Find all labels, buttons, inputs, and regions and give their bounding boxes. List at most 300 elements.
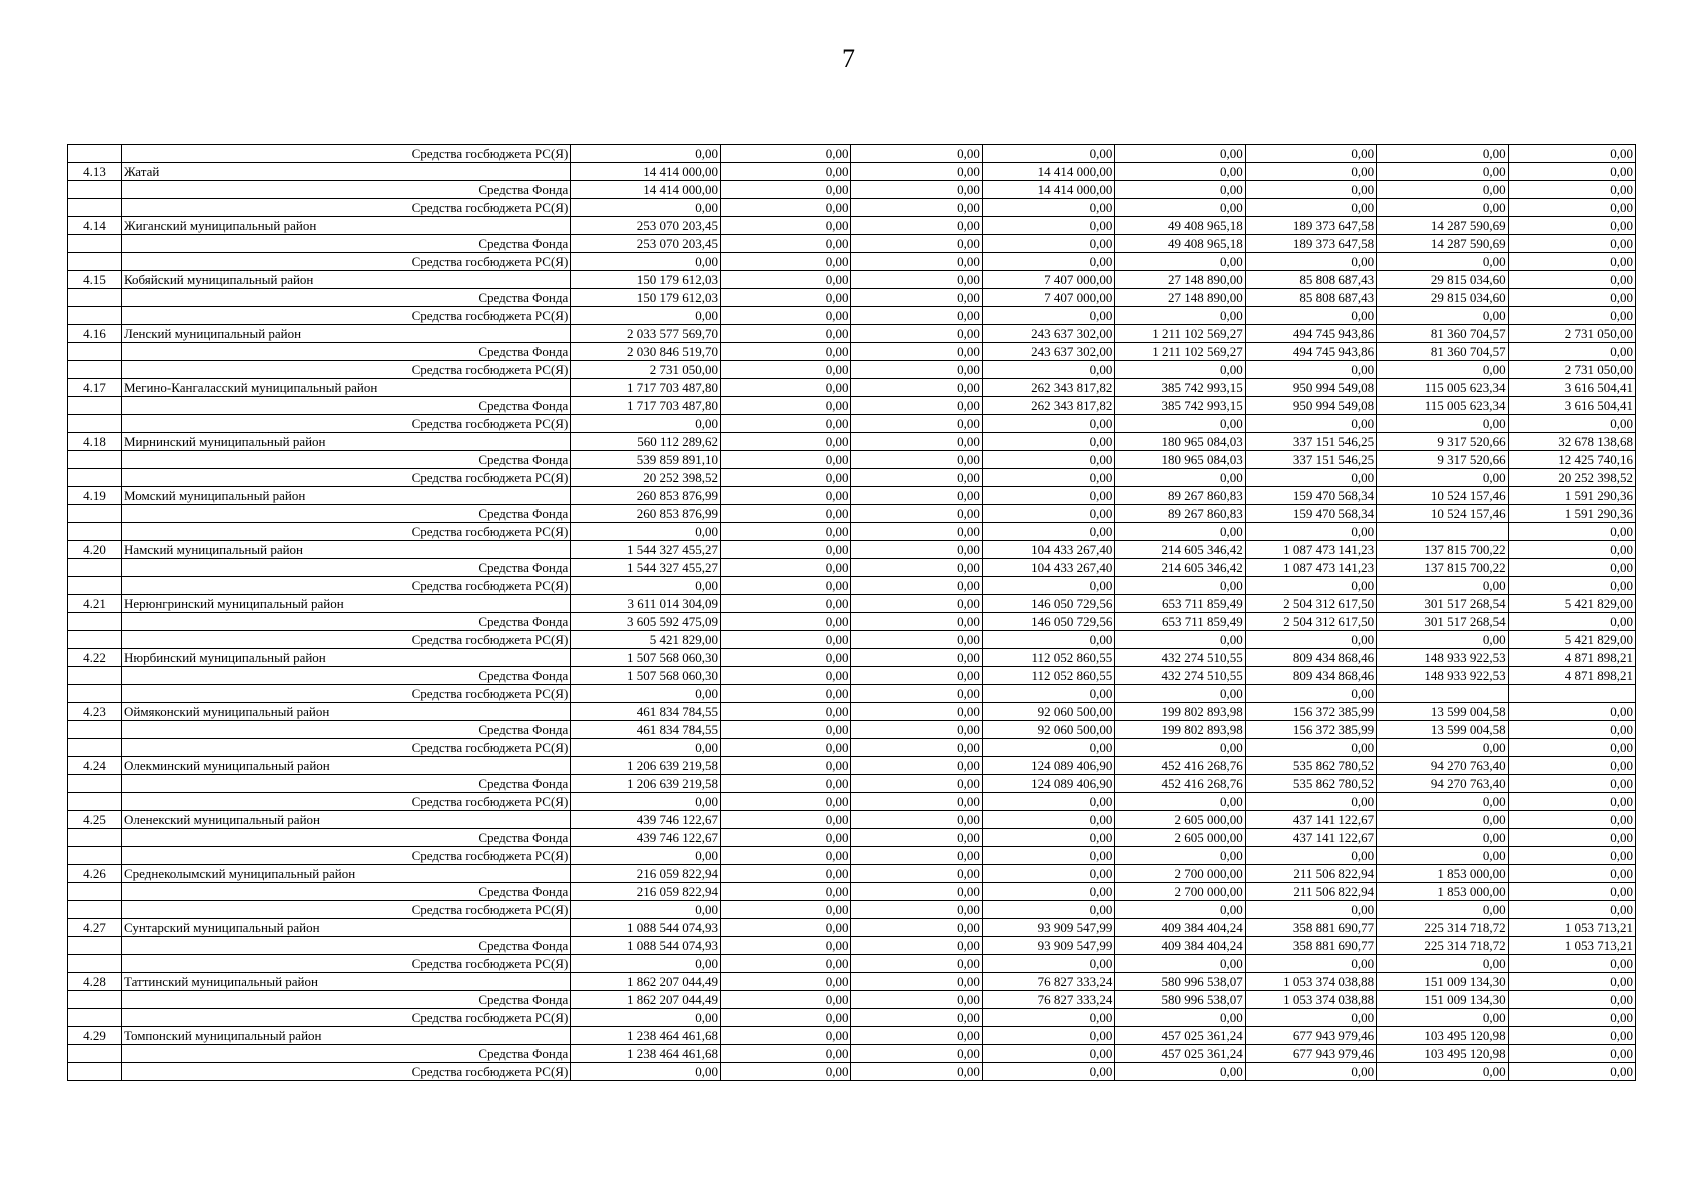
value-cell: 0,00	[1115, 577, 1245, 595]
value-cell: 0,00	[721, 667, 851, 685]
value-cell: 580 996 538,07	[1115, 991, 1245, 1009]
table-row-source	[68, 955, 1636, 973]
value-cell: 225 314 718,72	[1377, 919, 1508, 937]
value-cell: 0,00	[982, 253, 1114, 271]
value-cell: 0,00	[851, 523, 982, 541]
value-cell: 0,00	[1245, 1063, 1376, 1081]
value-cell: 0,00	[1508, 289, 1635, 307]
value-cell: 1 088 544 074,93	[571, 937, 721, 955]
value-cell: 0,00	[721, 307, 851, 325]
value-cell: 950 994 549,08	[1245, 379, 1376, 397]
value-cell: 92 060 500,00	[982, 721, 1114, 739]
funding-source-label: Средства госбюджета РС(Я)	[121, 577, 570, 595]
value-cell: 0,00	[1115, 415, 1245, 433]
value-cell: 199 802 893,98	[1115, 721, 1245, 739]
value-cell: 0,00	[721, 757, 851, 775]
value-cell: 0,00	[1508, 757, 1635, 775]
value-cell: 0,00	[1115, 955, 1245, 973]
value-cell: 560 112 289,62	[571, 433, 721, 451]
value-cell: 2 504 312 617,50	[1245, 595, 1376, 613]
value-cell: 0,00	[982, 1045, 1114, 1063]
value-cell: 535 862 780,52	[1245, 757, 1376, 775]
value-cell: 0,00	[571, 739, 721, 757]
value-cell: 10 524 157,46	[1377, 505, 1508, 523]
value-cell: 13 599 004,58	[1377, 721, 1508, 739]
value-cell: 1 053 713,21	[1508, 937, 1635, 955]
value-cell: 3 616 504,41	[1508, 379, 1635, 397]
value-cell: 2 700 000,00	[1115, 865, 1245, 883]
value-cell: 0,00	[571, 415, 721, 433]
table-row-source	[68, 1045, 1636, 1063]
value-cell: 0,00	[1508, 973, 1635, 991]
value-cell: 0,00	[721, 919, 851, 937]
value-cell: 0,00	[1377, 415, 1508, 433]
value-cell: 0,00	[982, 811, 1114, 829]
row-number	[68, 289, 122, 307]
value-cell: 0,00	[1245, 793, 1376, 811]
row-number: 4.28	[68, 973, 122, 991]
value-cell: 0,00	[1115, 199, 1245, 217]
value-cell: 14 287 590,69	[1377, 217, 1508, 235]
table-row-region	[68, 595, 1636, 613]
region-name: Среднеколымский муниципальный район	[121, 865, 570, 883]
value-cell: 0,00	[1115, 523, 1245, 541]
row-number: 4.17	[68, 379, 122, 397]
value-cell: 461 834 784,55	[571, 721, 721, 739]
funding-source-label: Средства госбюджета РС(Я)	[121, 145, 570, 163]
table-row-source	[68, 415, 1636, 433]
value-cell: 0,00	[721, 505, 851, 523]
value-cell: 0,00	[721, 829, 851, 847]
value-cell: 0,00	[721, 163, 851, 181]
value-cell: 439 746 122,67	[571, 811, 721, 829]
value-cell: 7 407 000,00	[982, 289, 1114, 307]
value-cell: 0,00	[571, 145, 721, 163]
value-cell: 214 605 346,42	[1115, 541, 1245, 559]
value-cell: 0,00	[1115, 361, 1245, 379]
table-row-source	[68, 937, 1636, 955]
value-cell: 0,00	[1508, 811, 1635, 829]
value-cell: 94 270 763,40	[1377, 757, 1508, 775]
value-cell: 0,00	[982, 829, 1114, 847]
value-cell: 5 421 829,00	[1508, 595, 1635, 613]
value-cell: 115 005 623,34	[1377, 397, 1508, 415]
value-cell: 137 815 700,22	[1377, 541, 1508, 559]
value-cell: 0,00	[851, 775, 982, 793]
value-cell: 0,00	[1508, 883, 1635, 901]
value-cell: 0,00	[1508, 829, 1635, 847]
value-cell: 0,00	[1508, 343, 1635, 361]
value-cell: 358 881 690,77	[1245, 919, 1376, 937]
table-row-source	[68, 775, 1636, 793]
value-cell: 180 965 084,03	[1115, 451, 1245, 469]
value-cell: 124 089 406,90	[982, 775, 1114, 793]
table-row-source	[68, 469, 1636, 487]
value-cell: 1 053 374 038,88	[1245, 991, 1376, 1009]
value-cell: 0,00	[721, 685, 851, 703]
row-number: 4.14	[68, 217, 122, 235]
value-cell: 0,00	[1508, 415, 1635, 433]
row-number	[68, 991, 122, 1009]
value-cell: 85 808 687,43	[1245, 271, 1376, 289]
value-cell: 0,00	[851, 145, 982, 163]
value-cell: 0,00	[721, 937, 851, 955]
funding-source-label: Средства Фонда	[121, 451, 570, 469]
value-cell: 0,00	[721, 397, 851, 415]
value-cell: 1 717 703 487,80	[571, 397, 721, 415]
value-cell: 0,00	[1245, 1009, 1376, 1027]
value-cell: 0,00	[1115, 181, 1245, 199]
value-cell: 0,00	[721, 883, 851, 901]
value-cell: 0,00	[982, 235, 1114, 253]
table-row-source	[68, 1063, 1636, 1081]
value-cell: 0,00	[1377, 1063, 1508, 1081]
row-number	[68, 559, 122, 577]
value-cell: 0,00	[1245, 199, 1376, 217]
value-cell: 0,00	[851, 613, 982, 631]
value-cell: 1 206 639 219,58	[571, 775, 721, 793]
value-cell: 0,00	[851, 181, 982, 199]
value-cell: 0,00	[851, 163, 982, 181]
value-cell: 0,00	[851, 469, 982, 487]
value-cell: 29 815 034,60	[1377, 289, 1508, 307]
table-row-source	[68, 631, 1636, 649]
value-cell: 0,00	[982, 1009, 1114, 1027]
value-cell: 0,00	[1508, 955, 1635, 973]
value-cell: 0,00	[1245, 523, 1376, 541]
value-cell: 211 506 822,94	[1245, 883, 1376, 901]
value-cell: 0,00	[851, 955, 982, 973]
value-cell: 1 862 207 044,49	[571, 973, 721, 991]
value-cell: 1 211 102 569,27	[1115, 325, 1245, 343]
value-cell: 0,00	[851, 379, 982, 397]
value-cell: 677 943 979,46	[1245, 1027, 1376, 1045]
table-row-region	[68, 325, 1636, 343]
value-cell: 0,00	[1508, 235, 1635, 253]
value-cell: 0,00	[851, 865, 982, 883]
value-cell: 0,00	[571, 1063, 721, 1081]
table-row-source	[68, 559, 1636, 577]
region-name: Жиганский муниципальный район	[121, 217, 570, 235]
value-cell: 0,00	[571, 847, 721, 865]
value-cell: 0,00	[721, 1009, 851, 1027]
value-cell: 14 414 000,00	[571, 181, 721, 199]
value-cell: 0,00	[851, 901, 982, 919]
value-cell: 0,00	[1245, 577, 1376, 595]
value-cell: 0,00	[571, 253, 721, 271]
value-cell: 0,00	[721, 343, 851, 361]
value-cell: 0,00	[851, 217, 982, 235]
table-body	[68, 145, 1636, 1081]
funding-source-label: Средства госбюджета РС(Я)	[121, 685, 570, 703]
value-cell: 0,00	[1508, 721, 1635, 739]
table-row-source	[68, 577, 1636, 595]
row-number	[68, 847, 122, 865]
value-cell: 337 151 546,25	[1245, 451, 1376, 469]
value-cell: 12 425 740,16	[1508, 451, 1635, 469]
value-cell: 0,00	[1377, 739, 1508, 757]
value-cell: 0,00	[851, 883, 982, 901]
value-cell: 2 504 312 617,50	[1245, 613, 1376, 631]
row-number	[68, 721, 122, 739]
funding-source-label: Средства госбюджета РС(Я)	[121, 361, 570, 379]
value-cell: 2 033 577 569,70	[571, 325, 721, 343]
value-cell: 0,00	[1115, 847, 1245, 865]
value-cell: 76 827 333,24	[982, 973, 1114, 991]
table-row-source	[68, 289, 1636, 307]
value-cell: 0,00	[982, 487, 1114, 505]
value-cell: 2 731 050,00	[1508, 361, 1635, 379]
value-cell: 0,00	[1508, 199, 1635, 217]
row-number: 4.26	[68, 865, 122, 883]
value-cell: 0,00	[982, 739, 1114, 757]
row-number: 4.20	[68, 541, 122, 559]
row-number	[68, 739, 122, 757]
value-cell: 89 267 860,83	[1115, 505, 1245, 523]
value-cell: 0,00	[721, 217, 851, 235]
value-cell: 385 742 993,15	[1115, 397, 1245, 415]
value-cell: 0,00	[1508, 271, 1635, 289]
value-cell: 301 517 268,54	[1377, 595, 1508, 613]
value-cell: 0,00	[982, 847, 1114, 865]
value-cell: 0,00	[721, 271, 851, 289]
funding-source-label: Средства госбюджета РС(Я)	[121, 307, 570, 325]
value-cell: 104 433 267,40	[982, 541, 1114, 559]
value-cell: 243 637 302,00	[982, 343, 1114, 361]
row-number	[68, 181, 122, 199]
value-cell: 0,00	[1377, 199, 1508, 217]
value-cell: 81 360 704,57	[1377, 325, 1508, 343]
region-name: Мирнинский муниципальный район	[121, 433, 570, 451]
value-cell: 0,00	[1245, 145, 1376, 163]
value-cell: 0,00	[851, 559, 982, 577]
table-row-source	[68, 739, 1636, 757]
table-row-source	[68, 397, 1636, 415]
table-row-source	[68, 145, 1636, 163]
value-cell: 0,00	[1245, 847, 1376, 865]
value-cell: 0,00	[1115, 793, 1245, 811]
value-cell: 0,00	[721, 1063, 851, 1081]
region-name: Томпонский муниципальный район	[121, 1027, 570, 1045]
value-cell: 3 605 592 475,09	[571, 613, 721, 631]
value-cell: 1 507 568 060,30	[571, 667, 721, 685]
value-cell: 301 517 268,54	[1377, 613, 1508, 631]
value-cell: 0,00	[1508, 703, 1635, 721]
value-cell: 189 373 647,58	[1245, 235, 1376, 253]
value-cell: 0,00	[1245, 361, 1376, 379]
value-cell: 112 052 860,55	[982, 649, 1114, 667]
value-cell: 0,00	[982, 433, 1114, 451]
value-cell: 0,00	[851, 289, 982, 307]
row-number: 4.23	[68, 703, 122, 721]
row-number	[68, 343, 122, 361]
row-number	[68, 1045, 122, 1063]
value-cell: 0,00	[721, 595, 851, 613]
table-row-source	[68, 253, 1636, 271]
value-cell: 0,00	[1508, 901, 1635, 919]
row-number	[68, 397, 122, 415]
value-cell: 809 434 868,46	[1245, 649, 1376, 667]
value-cell: 0,00	[1377, 1009, 1508, 1027]
value-cell: 337 151 546,25	[1245, 433, 1376, 451]
value-cell: 457 025 361,24	[1115, 1045, 1245, 1063]
value-cell: 0,00	[982, 865, 1114, 883]
row-number: 4.25	[68, 811, 122, 829]
table-row-source	[68, 343, 1636, 361]
value-cell: 0,00	[721, 577, 851, 595]
value-cell: 260 853 876,99	[571, 505, 721, 523]
value-cell: 0,00	[1377, 847, 1508, 865]
row-number	[68, 235, 122, 253]
table-row-source	[68, 793, 1636, 811]
value-cell: 0,00	[721, 361, 851, 379]
row-number	[68, 253, 122, 271]
value-cell: 0,00	[1508, 163, 1635, 181]
value-cell: 0,00	[1508, 217, 1635, 235]
funding-source-label: Средства госбюджета РС(Я)	[121, 199, 570, 217]
value-cell: 0,00	[721, 253, 851, 271]
value-cell: 0,00	[721, 415, 851, 433]
value-cell: 0,00	[982, 955, 1114, 973]
value-cell: 253 070 203,45	[571, 235, 721, 253]
value-cell: 0,00	[1115, 145, 1245, 163]
table-row-region	[68, 487, 1636, 505]
funding-source-label: Средства Фонда	[121, 991, 570, 1009]
funding-source-label: Средства Фонда	[121, 235, 570, 253]
value-cell: 653 711 859,49	[1115, 595, 1245, 613]
value-cell: 0,00	[571, 307, 721, 325]
value-cell: 0,00	[1377, 829, 1508, 847]
table-row-source	[68, 883, 1636, 901]
value-cell: 0,00	[1115, 253, 1245, 271]
table-row-source	[68, 307, 1636, 325]
value-cell: 0,00	[851, 505, 982, 523]
value-cell: 27 148 890,00	[1115, 271, 1245, 289]
value-cell: 457 025 361,24	[1115, 1027, 1245, 1045]
region-name: Кобяйский муниципальный район	[121, 271, 570, 289]
value-cell: 89 267 860,83	[1115, 487, 1245, 505]
funding-source-label: Средства госбюджета РС(Я)	[121, 415, 570, 433]
row-number	[68, 523, 122, 541]
table-row-region	[68, 379, 1636, 397]
value-cell: 0,00	[721, 523, 851, 541]
row-number	[68, 505, 122, 523]
row-number: 4.24	[68, 757, 122, 775]
value-cell: 0,00	[851, 199, 982, 217]
value-cell: 0,00	[1508, 145, 1635, 163]
value-cell: 385 742 993,15	[1115, 379, 1245, 397]
value-cell: 0,00	[982, 901, 1114, 919]
funding-source-label: Средства Фонда	[121, 775, 570, 793]
value-cell: 156 372 385,99	[1245, 721, 1376, 739]
funding-source-label: Средства госбюджета РС(Я)	[121, 739, 570, 757]
table-row-region	[68, 919, 1636, 937]
value-cell: 358 881 690,77	[1245, 937, 1376, 955]
value-cell: 0,00	[721, 721, 851, 739]
value-cell: 0,00	[851, 721, 982, 739]
value-cell: 49 408 965,18	[1115, 235, 1245, 253]
value-cell: 0,00	[1377, 163, 1508, 181]
value-cell: 0,00	[1245, 181, 1376, 199]
value-cell: 262 343 817,82	[982, 379, 1114, 397]
table-row-region	[68, 865, 1636, 883]
value-cell: 29 815 034,60	[1377, 271, 1508, 289]
value-cell: 2 731 050,00	[1508, 325, 1635, 343]
value-cell: 180 965 084,03	[1115, 433, 1245, 451]
value-cell: 1 053 374 038,88	[1245, 973, 1376, 991]
value-cell: 0,00	[721, 181, 851, 199]
value-cell: 1 544 327 455,27	[571, 559, 721, 577]
value-cell: 156 372 385,99	[1245, 703, 1376, 721]
value-cell: 0,00	[721, 289, 851, 307]
value-cell: 5 421 829,00	[571, 631, 721, 649]
value-cell: 494 745 943,86	[1245, 325, 1376, 343]
value-cell: 0,00	[851, 847, 982, 865]
table-row-region	[68, 271, 1636, 289]
row-number	[68, 145, 122, 163]
value-cell: 104 433 267,40	[982, 559, 1114, 577]
value-cell: 0,00	[851, 577, 982, 595]
value-cell: 0,00	[1245, 415, 1376, 433]
value-cell: 0,00	[721, 793, 851, 811]
value-cell: 0,00	[1377, 793, 1508, 811]
table-row-source	[68, 199, 1636, 217]
value-cell: 1 853 000,00	[1377, 883, 1508, 901]
value-cell: 0,00	[721, 451, 851, 469]
value-cell: 216 059 822,94	[571, 883, 721, 901]
funding-source-label: Средства госбюджета РС(Я)	[121, 955, 570, 973]
value-cell: 0,00	[1115, 739, 1245, 757]
row-number: 4.16	[68, 325, 122, 343]
value-cell: 0,00	[721, 235, 851, 253]
value-cell: 452 416 268,76	[1115, 775, 1245, 793]
value-cell: 0,00	[982, 883, 1114, 901]
value-cell: 0,00	[1115, 901, 1245, 919]
row-number	[68, 577, 122, 595]
row-number: 4.18	[68, 433, 122, 451]
value-cell: 950 994 549,08	[1245, 397, 1376, 415]
value-cell: 0,00	[1115, 1009, 1245, 1027]
value-cell: 0,00	[851, 829, 982, 847]
value-cell: 1 053 713,21	[1508, 919, 1635, 937]
value-cell: 1 206 639 219,58	[571, 757, 721, 775]
row-number	[68, 631, 122, 649]
table-row-source	[68, 613, 1636, 631]
value-cell: 409 384 404,24	[1115, 937, 1245, 955]
value-cell: 0,00	[1245, 307, 1376, 325]
region-name: Олекминский муниципальный район	[121, 757, 570, 775]
value-cell: 0,00	[1115, 685, 1245, 703]
table-row-source	[68, 991, 1636, 1009]
row-number: 4.21	[68, 595, 122, 613]
value-cell: 146 050 729,56	[982, 613, 1114, 631]
row-number: 4.27	[68, 919, 122, 937]
row-number: 4.22	[68, 649, 122, 667]
table-row-source	[68, 361, 1636, 379]
value-cell: 0,00	[1377, 577, 1508, 595]
value-cell: 432 274 510,55	[1115, 667, 1245, 685]
value-cell: 0,00	[982, 145, 1114, 163]
value-cell: 0,00	[721, 955, 851, 973]
value-cell: 3 616 504,41	[1508, 397, 1635, 415]
value-cell: 0,00	[982, 307, 1114, 325]
value-cell: 0,00	[851, 649, 982, 667]
value-cell: 0,00	[982, 199, 1114, 217]
value-cell	[1508, 685, 1635, 703]
region-name: Нерюнгринский муниципальный район	[121, 595, 570, 613]
table-row-region	[68, 163, 1636, 181]
value-cell: 225 314 718,72	[1377, 937, 1508, 955]
